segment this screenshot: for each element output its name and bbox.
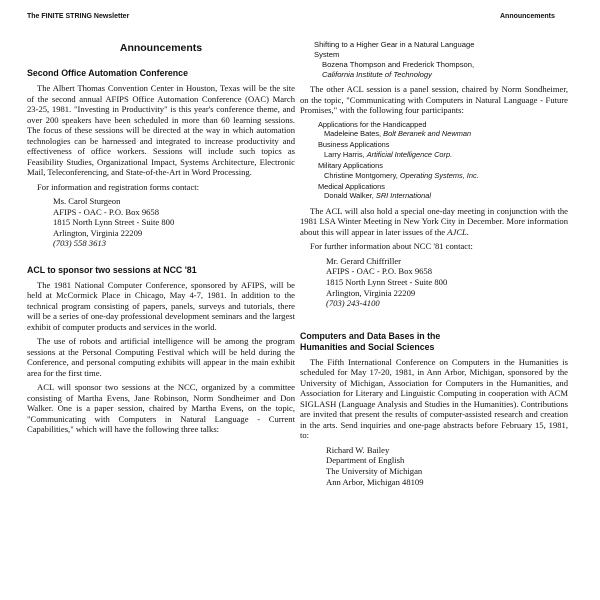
panel-org: SRI International (375, 191, 431, 201)
panel-area: Applications for the Handicapped (318, 119, 427, 129)
panel-person (324, 191, 568, 200)
newsletter-title: The FINITE STRING Newsletter (27, 13, 130, 20)
panel-area: Military Applications (318, 161, 383, 171)
address-phone: (703) 558 3613 (53, 238, 106, 249)
address-line: AFIPS - OAC - P.O. Box 9658 (326, 266, 433, 277)
address-line: 1815 North Lynn Street - Suite 800 (53, 217, 175, 228)
ncc-paragraph-3: ACL will sponsor two sessions at the NCC, organized by a committee consisting of Martha Evens, Jane Robinson, Norm Sondheimer and Don Walker. One is a paper session, chaired by Martha Evens, on the topic, "Communicating with Computers in Natural Language - Current Capabilities," which will have the following three talks: (27, 382, 295, 435)
address-line: Ms. Carol Sturgeon (53, 196, 121, 206)
humanities-paragraph: The Fifth International Conference on Computers in the Humanities is scheduled for May 17-20, 1981, in Ann Arbor, Michigan, sponsored by the University of Michigan, Association for Computers in the Humanities, and Association for Literary and Linguistic Computing in cooperation with ACM SIGLASH (Language Analysis and Studies in the Humanities). Contributions are invited that present the results of computer-assisted research and creation in the arts. Send inquiries and one-page abstracts before February 15, 1981, to: (300, 356, 568, 441)
address-line: 1815 North Lynn Street - Suite 800 (326, 276, 448, 287)
oac-heading: Second Office Automation Conference (27, 68, 188, 78)
talk-title-line: Shifting to a Higher Gear in a Natural Language (314, 40, 475, 49)
talk-title-line: System (314, 50, 340, 59)
right-column (300, 40, 568, 491)
panel-name: Larry Harris, (324, 149, 365, 159)
panel-person (324, 129, 568, 138)
acl-ncc-heading: ACL to sponsor two sessions at NCC '81 (27, 264, 197, 275)
journal-name: AJCL. (447, 226, 469, 237)
panel-org: Bolt Beranek and Newman (383, 128, 472, 138)
heading-line: Humanities and Social Sciences (300, 341, 435, 352)
address-line: Arlington, Virginia 22209 (326, 287, 416, 298)
panel-area: Medical Applications (318, 181, 385, 191)
panel-area: Business Applications (318, 140, 390, 150)
acl-meeting-text: The ACL will also hold a special one-day meeting in conjunction with the 1981 LSA Winter Meeting in New York City in December. More information about this will appear in later issues of the (300, 205, 568, 237)
panel-entry (318, 120, 568, 139)
humanities-heading (300, 331, 568, 353)
acl-meeting-paragraph (300, 206, 568, 238)
address-line: The University of Michigan (326, 465, 423, 476)
heading-line: Computers and Data Bases in the (300, 330, 441, 341)
section-label: Announcements (500, 13, 555, 20)
address-line: Richard W. Bailey (326, 444, 390, 455)
humanities-contact-address (326, 445, 568, 487)
panel-paragraph: The other ACL session is a panel session, chaired by Norm Sondheimer, on the topic, "Communicating with Computers in Natural Language - Future Promises," with the following four participants: (300, 84, 568, 115)
panel-entry (318, 182, 568, 201)
oac-paragraph: The Albert Thomas Convention Center in Houston, Texas will be the site of the second annual AFIPS Office Automation Conference (OAC) March 23-25, 1981. "Investing in Productivity" is this year's conference theme, and over 200 speakers have been scheduled in more than 60 learning sessions. The focus of these sessions will be directed at the way in which automation technologies can be harnessed and integrated to increase productivity and effectiveness of office workers. Sessions will include such topics as Feasibility Studies, Organizational Impact, Systems Architecture, Electronic Mail, Teleconferencing, and State-of-the-Art in Word Processing. (27, 83, 295, 177)
address-phone: (703) 243-4100 (326, 298, 380, 309)
talk-entry (314, 40, 568, 80)
panel-person (324, 150, 568, 159)
panel-name: Madeleine Bates, (324, 128, 382, 138)
page-title: Announcements (119, 42, 203, 54)
panel-org: Operating Systems, Inc. (399, 170, 479, 180)
address-line: AFIPS - OAC - P.O. Box 9658 (53, 206, 160, 217)
address-line: Arlington, Virginia 22209 (53, 227, 143, 238)
panel-name: Donald Walker, (324, 191, 374, 201)
ncc-contact-intro: For further information about NCC '81 contact: (310, 241, 473, 252)
oac-contact-intro: For information and registration forms contact: (37, 181, 200, 192)
ncc-paragraph-1: The 1981 National Computer Conference, sponsored by AFIPS, will be held at McCormick Place in Chicago, May 4-7, 1981. In addition to the technical program consisting of papers, panels, surveys and tutorials, there will be a series of one-day professional development seminars and the largest exhibit of computer products and services in the world. (27, 279, 295, 332)
left-column (27, 40, 295, 439)
panel-name: Christine Montgomery, (324, 170, 398, 180)
ncc-paragraph-2: The use of robots and artificial intelligence will be among the program sessions at the Personal Computing Festival which will be held during the Conference, and personal computing exhibits will appear in the main exhibit area for the first time. (27, 336, 295, 378)
address-line: Ann Arbor, Michigan 48109 (326, 476, 424, 487)
talk-affiliation: California Institute of Technology (322, 70, 432, 79)
panel-entry (318, 140, 568, 159)
panel-org: Artificial Intelligence Corp. (366, 149, 453, 159)
ncc-contact-address (326, 256, 568, 309)
panel-entry (318, 161, 568, 180)
panel-person (324, 171, 568, 180)
address-line: Mr. Gerard Chiffriller (326, 255, 402, 266)
talk-authors: Bozena Thompson and Frederick Thompson, (322, 60, 475, 69)
address-line: Department of English (326, 455, 405, 466)
oac-contact-address (53, 196, 295, 249)
